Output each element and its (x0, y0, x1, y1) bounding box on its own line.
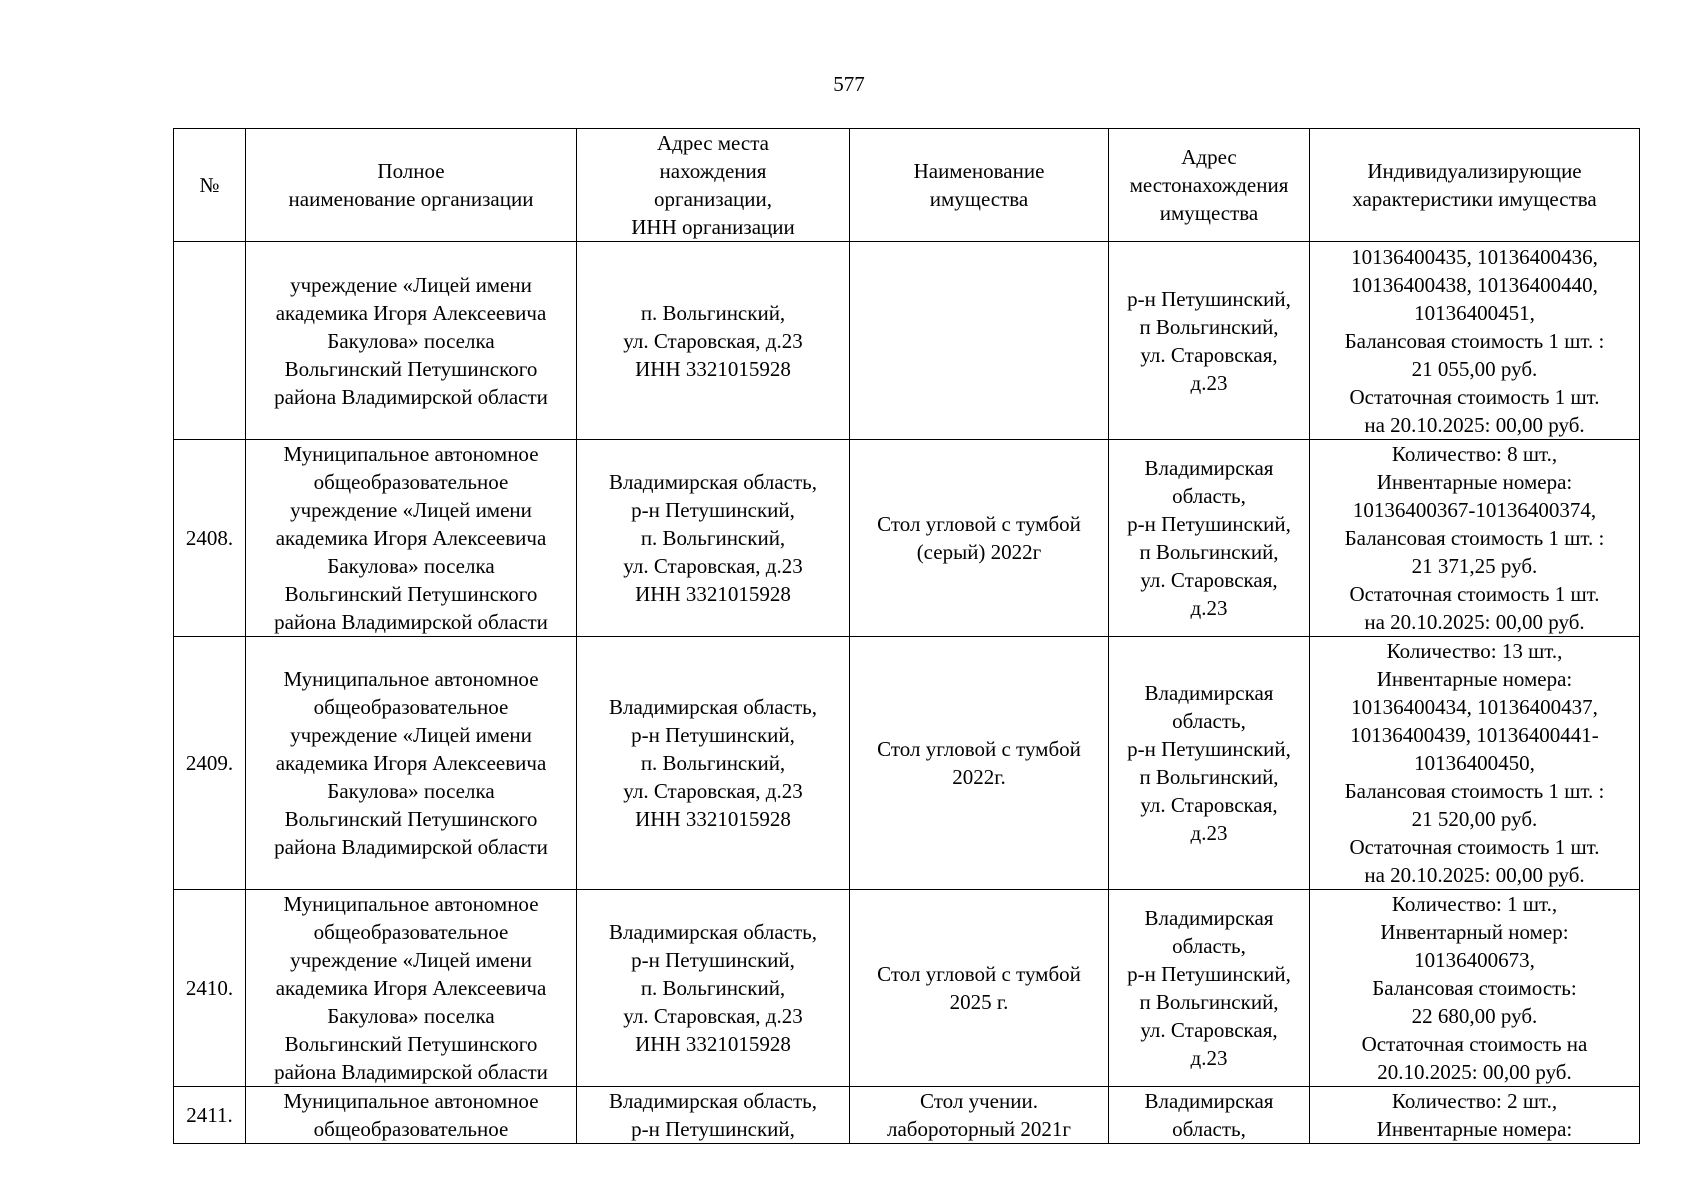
cell-text-line: Владимирская область, (609, 695, 817, 719)
cell-text-line: 21 520,00 руб. (1411, 807, 1538, 831)
cell-text-line: область, (1172, 1117, 1246, 1141)
cell-text-line: 21 371,25 руб. (1411, 554, 1538, 578)
property-name-cell (850, 1087, 1109, 1144)
cell-text-line: Количество: 2 шт., (1391, 1089, 1558, 1113)
cell-text-line: Вольгинский Петушинского (284, 582, 538, 606)
cell-text-line: на 20.10.2025: 00,00 руб. (1364, 412, 1585, 437)
organization-name-cell (246, 637, 577, 890)
cell-text-line: Вольгинский Петушинского (284, 356, 538, 381)
organization-name-cell (246, 242, 577, 440)
cell-text-line: р-н Петушинский, (1127, 962, 1291, 986)
cell-text-line: 10136400435, 10136400436, (1351, 244, 1598, 269)
property-name-cell (850, 440, 1109, 637)
cell-text-line: область, (1172, 709, 1246, 733)
cell-text-line: ИНН 3321015928 (635, 1032, 791, 1056)
cell-text-line: п Вольгинский, (1139, 540, 1279, 564)
property-characteristics-cell (1310, 242, 1640, 440)
cell-text-line: д.23 (1190, 596, 1228, 620)
cell-text-line: Инвентарные номера: (1376, 667, 1573, 691)
cell-text-line: Наименование (913, 159, 1045, 183)
cell-text-line: Адрес места (657, 131, 769, 155)
cell-text-line: учреждение «Лицей имени (290, 272, 532, 297)
cell-text-line: область, (1172, 934, 1246, 958)
row-number: 2408. (174, 440, 246, 637)
cell-text-line: учреждение «Лицей имени (290, 723, 532, 747)
cell-text-line: Адрес (1181, 145, 1237, 169)
cell-text-line: ул. Старовская, (1140, 793, 1278, 817)
cell-text-line: ул. Старовская, (1140, 568, 1278, 592)
table-row (174, 440, 1640, 637)
cell-text-line: ул. Старовская, д.23 (623, 554, 803, 578)
cell-text-line: п. Вольгинский, (640, 976, 786, 1000)
cell-text-line: р-н Петушинский, (631, 723, 795, 747)
cell-text-line: учреждение «Лицей имени (290, 498, 532, 522)
cell-text-line: Стол угловой с тумбой (877, 737, 1081, 761)
cell-text-line: наименование организации (288, 187, 534, 211)
cell-text-line: Инвентарные номера: (1376, 470, 1573, 494)
organization-name-cell (246, 440, 577, 637)
cell-text-line: Муниципальное автономное (283, 1089, 539, 1113)
cell-text-line: Остаточная стоимость на (1361, 1032, 1588, 1056)
cell-text-line: Балансовая стоимость: (1372, 976, 1577, 1000)
cell-text-line: Муниципальное автономное (283, 442, 539, 466)
cell-text-line: Остаточная стоимость 1 шт. (1349, 582, 1600, 606)
row-number (174, 242, 246, 440)
property-address-cell (1109, 440, 1310, 637)
cell-text-line: № (199, 173, 220, 197)
cell-text-line: Балансовая стоимость 1 шт. : (1344, 779, 1605, 803)
cell-text-line: ул. Старовская, д.23 (623, 1004, 803, 1028)
property-characteristics-cell (1310, 637, 1640, 890)
organization-address-cell (577, 440, 850, 637)
header-organization-address (577, 129, 850, 242)
cell-text-line: Муниципальное автономное (283, 892, 539, 916)
cell-text-line: Бакулова» поселка (327, 554, 495, 578)
cell-text-line: ул. Старовская, (1140, 1018, 1278, 1042)
cell-text-line: Стол учении. (920, 1089, 1038, 1113)
cell-text-line: область, (1172, 484, 1246, 508)
cell-text-line: лабороторный 2021г (886, 1117, 1072, 1141)
cell-text-line: Остаточная стоимость 1 шт. (1349, 835, 1600, 859)
organization-name-cell (246, 890, 577, 1087)
cell-text-line: района Владимирской области (274, 835, 548, 859)
cell-text-line: характеристики имущества (1352, 187, 1597, 211)
cell-text-line: местонахождения (1129, 173, 1289, 197)
page-number: 577 (833, 72, 865, 96)
cell-text-line: имущества (1159, 201, 1259, 225)
cell-text-line: Бакулова» поселка (327, 1004, 495, 1028)
organization-name-cell (246, 1087, 577, 1144)
property-registry-table (173, 128, 1640, 1144)
cell-text-line: р-н Петушинский, (631, 1117, 795, 1141)
cell-text-line: Инвентарные номера: (1376, 1117, 1573, 1141)
cell-text-line: района Владимирской области (274, 1060, 548, 1084)
cell-text-line: Владимирская область, (609, 470, 817, 494)
cell-text-line: ИНН организации (631, 215, 795, 239)
cell-text-line: Количество: 1 шт., (1391, 892, 1558, 916)
cell-text-line: Бакулова» поселка (327, 779, 495, 803)
cell-text-line: р-н Петушинский, (1127, 512, 1291, 536)
cell-text-line: Остаточная стоимость 1 шт. (1349, 384, 1600, 409)
cell-text-line: Владимирская область, (609, 1089, 817, 1113)
cell-text-line: п. Вольгинский, (640, 300, 786, 325)
cell-text-line: п. Вольгинский, (640, 751, 786, 775)
header-organization-name (246, 129, 577, 242)
cell-text-line: организации, (654, 187, 772, 211)
cell-text-line: Полное (377, 159, 445, 183)
organization-address-cell (577, 1087, 850, 1144)
cell-text-line: Владимирская (1144, 906, 1274, 930)
cell-text-line: ИНН 3321015928 (635, 807, 791, 831)
cell-text-line: общеобразовательное (313, 1117, 509, 1141)
table-row (174, 637, 1640, 890)
cell-text-line: Инвентарный номер: (1380, 920, 1569, 944)
cell-text-line: Вольгинский Петушинского (284, 1032, 538, 1056)
cell-text-line: 10136400450, (1414, 751, 1535, 775)
cell-text-line: Стол угловой с тумбой (877, 962, 1081, 986)
cell-text-line: д.23 (1190, 1046, 1228, 1070)
header-property-address (1109, 129, 1310, 242)
cell-text-line: ул. Старовская, д.23 (623, 779, 803, 803)
cell-text-line: п Вольгинский, (1139, 314, 1279, 339)
organization-address-cell (577, 242, 850, 440)
cell-text-line: д.23 (1190, 821, 1228, 845)
row-number: 2410. (174, 890, 246, 1087)
cell-text-line: Вольгинский Петушинского (284, 807, 538, 831)
cell-text-line: общеобразовательное (313, 920, 509, 944)
cell-text-line: ИНН 3321015928 (635, 582, 791, 606)
cell-text-line: на 20.10.2025: 00,00 руб. (1364, 863, 1585, 887)
cell-text-line: 10136400673, (1414, 948, 1535, 972)
cell-text-line: 10136400438, 10136400440, (1351, 272, 1598, 297)
table-header-row (174, 129, 1640, 242)
property-address-cell (1109, 890, 1310, 1087)
cell-text-line: на 20.10.2025: 00,00 руб. (1364, 610, 1585, 634)
cell-text-line: нахождения (659, 159, 767, 183)
property-address-cell (1109, 637, 1310, 890)
cell-text-line: 10136400439, 10136400441- (1350, 723, 1599, 747)
cell-text-line: района Владимирской области (274, 384, 548, 409)
cell-text-line: Владимирская (1144, 456, 1274, 480)
cell-text-line: ул. Старовская, (1140, 342, 1278, 367)
cell-text-line: Владимирская область, (609, 920, 817, 944)
cell-text-line: 21 055,00 руб. (1411, 356, 1538, 381)
cell-text-line: 2022г. (952, 765, 1006, 789)
cell-text-line: Индивидуализирующие (1367, 159, 1582, 183)
cell-text-line: Муниципальное автономное (283, 667, 539, 691)
cell-text-line: Балансовая стоимость 1 шт. : (1344, 328, 1605, 353)
cell-text-line: Балансовая стоимость 1 шт. : (1344, 526, 1605, 550)
cell-text-line: 10136400367-10136400374, (1352, 498, 1597, 522)
row-number: 2411. (174, 1087, 246, 1144)
cell-text-line: Бакулова» поселка (327, 328, 495, 353)
table-row (174, 890, 1640, 1087)
cell-text-line: 22 680,00 руб. (1411, 1004, 1538, 1028)
property-name-cell (850, 637, 1109, 890)
property-address-cell (1109, 1087, 1310, 1144)
property-address-cell (1109, 242, 1310, 440)
cell-text-line: р-н Петушинский, (1127, 286, 1291, 311)
header-number (174, 129, 246, 242)
cell-text-line: д.23 (1190, 370, 1228, 395)
property-characteristics-cell (1310, 890, 1640, 1087)
cell-text-line: 20.10.2025: 00,00 руб. (1377, 1060, 1572, 1084)
cell-text-line: общеобразовательное (313, 695, 509, 719)
header-property-characteristics (1310, 129, 1640, 242)
cell-text-line: п. Вольгинский, (640, 526, 786, 550)
cell-text-line: п Вольгинский, (1139, 765, 1279, 789)
cell-text-line: Количество: 8 шт., (1391, 442, 1558, 466)
cell-text-line: академика Игоря Алексеевича (275, 976, 547, 1000)
header-property-name (850, 129, 1109, 242)
cell-text-line: 10136400451, (1414, 300, 1535, 325)
property-characteristics-cell (1310, 440, 1640, 637)
cell-text-line: р-н Петушинский, (631, 498, 795, 522)
cell-text-line: академика Игоря Алексеевича (275, 300, 547, 325)
cell-text-line: учреждение «Лицей имени (290, 948, 532, 972)
cell-text-line: общеобразовательное (313, 470, 509, 494)
cell-text-line: Стол угловой с тумбой (877, 512, 1081, 536)
organization-address-cell (577, 637, 850, 890)
cell-text-line: 10136400434, 10136400437, (1351, 695, 1598, 719)
cell-text-line: академика Игоря Алексеевича (275, 526, 547, 550)
organization-address-cell (577, 890, 850, 1087)
property-name-cell (850, 242, 1109, 440)
cell-text-line: академика Игоря Алексеевича (275, 751, 547, 775)
cell-text-line: имущества (929, 187, 1029, 211)
cell-text-line: Количество: 13 шт., (1386, 639, 1563, 663)
property-characteristics-cell (1310, 1087, 1640, 1144)
cell-text-line: Владимирская (1144, 1089, 1274, 1113)
cell-text-line: п Вольгинский, (1139, 990, 1279, 1014)
table-row (174, 1087, 1640, 1144)
cell-text-line: 2025 г. (949, 990, 1009, 1014)
cell-text-line: Владимирская (1144, 681, 1274, 705)
table-row (174, 242, 1640, 440)
property-name-cell (850, 890, 1109, 1087)
cell-text-line: р-н Петушинский, (631, 948, 795, 972)
cell-text-line: ул. Старовская, д.23 (623, 328, 803, 353)
cell-text-line: р-н Петушинский, (1127, 737, 1291, 761)
cell-text-line: ИНН 3321015928 (635, 356, 791, 381)
cell-text-line: (серый) 2022г (916, 540, 1042, 564)
cell-text-line: района Владимирской области (274, 610, 548, 634)
row-number: 2409. (174, 637, 246, 890)
